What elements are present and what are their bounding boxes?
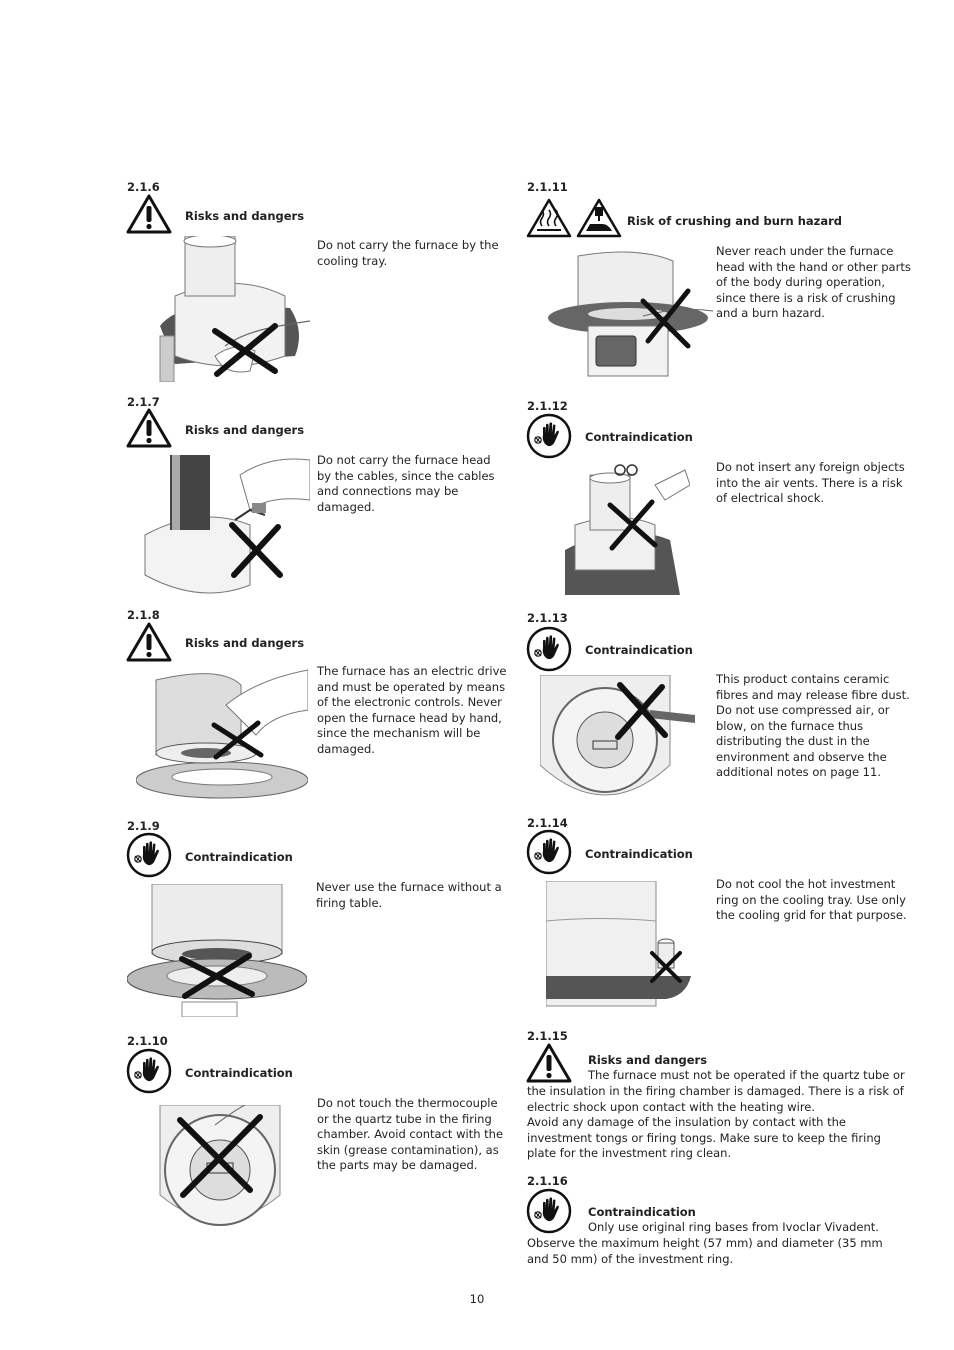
illustration-air-vents — [560, 460, 690, 595]
section-heading: Contraindication — [588, 1205, 696, 1219]
warning-triangle-icon — [126, 622, 172, 662]
section-text: This product contains ceramic fibres and may release fibre dust. Do not use compressed air, or blow, on the furnace thus distributing the dust in the environment and observe the additional notes on page 11. — [716, 672, 910, 779]
section-text-first-line: Only use original ring bases from Ivoclar Vivadent. — [588, 1220, 879, 1234]
section-text-first-line: The furnace must not be operated if the quartz tube or — [588, 1068, 905, 1082]
section-number: 2.1.9 — [127, 819, 160, 833]
section-text: Do not touch the thermocouple or the quartz tube in the firing chamber. Avoid contact with the skin (grease contamination), as the parts may be damaged. — [317, 1096, 504, 1172]
section-heading: Contraindication — [585, 643, 693, 657]
section-heading: Contraindication — [585, 847, 693, 861]
section-text: Observe the maximum height (57 mm) and diameter (35 mm and 50 mm) of the investment ring. — [527, 1236, 883, 1266]
hot-surface-icon — [526, 198, 572, 238]
section-heading: Risks and dangers — [185, 423, 305, 437]
illustration-quartz-tube — [155, 1105, 285, 1238]
stop-hand-icon — [526, 1188, 572, 1234]
section-number: 2.1.11 — [527, 180, 568, 194]
illustration-firing-table — [127, 884, 307, 1017]
section-text: Never reach under the furnace head with the hand or other parts of the body during operation, since there is a risk of crushing and a burn hazard. — [716, 244, 911, 320]
section-number: 2.1.16 — [527, 1174, 568, 1188]
stop-hand-icon — [526, 626, 572, 672]
section-text: Do not carry the furnace head by the cables, since the cables and connections may be damaged. — [317, 453, 495, 514]
section-number: 2.1.12 — [527, 399, 568, 413]
stop-hand-icon — [126, 832, 172, 878]
section-number: 2.1.13 — [527, 611, 568, 625]
stop-hand-icon — [526, 829, 572, 875]
section-number: 2.1.10 — [127, 1034, 168, 1048]
stop-hand-icon — [126, 1048, 172, 1094]
section-heading: Risks and dangers — [588, 1053, 708, 1067]
section-heading: Risks and dangers — [185, 209, 305, 223]
section-number: 2.1.14 — [527, 816, 568, 830]
illustration-cooling-investment-ring — [546, 881, 691, 1014]
warning-triangle-icon — [126, 408, 172, 448]
section-number: 2.1.7 — [127, 395, 160, 409]
section-number: 2.1.6 — [127, 180, 160, 194]
section-text: the insulation in the firing chamber is damaged. There is a risk of electric shock upon contact with the heating wire. — [527, 1084, 904, 1114]
section-text: Do not insert any foreign objects into the air vents. There is a risk of electrical shock. — [716, 460, 905, 505]
illustration-cables — [140, 455, 310, 600]
warning-triangle-icon — [126, 194, 172, 234]
section-heading: Contraindication — [185, 1066, 293, 1080]
stop-hand-icon — [526, 413, 572, 459]
warning-triangle-icon — [526, 1043, 572, 1083]
illustration-furnace-head — [136, 665, 308, 802]
section-text: The furnace has an electric drive and must be operated by means of the electronic controls. Never open the furnace head by hand, since the mechanism will be damaged. — [317, 664, 507, 756]
section-heading: Risks and dangers — [185, 636, 305, 650]
illustration-furnace-head-reach — [548, 246, 713, 381]
page-number: 10 — [469, 1292, 485, 1306]
section-heading: Contraindication — [585, 430, 693, 444]
illustration-cooling-tray — [155, 236, 310, 382]
section-number: 2.1.8 — [127, 608, 160, 622]
section-heading: Risk of crushing and burn hazard — [627, 214, 843, 228]
section-text: Do not cool the hot investment ring on the cooling tray. Use only the cooling grid for that purpose. — [716, 877, 907, 922]
section-heading: Contraindication — [185, 850, 293, 864]
section-number: 2.1.15 — [527, 1029, 568, 1043]
section-text: Never use the furnace without a firing table. — [316, 880, 502, 910]
section-text: Avoid any damage of the insulation by contact with the investment tongs or firing tongs. Make sure to keep the firing plate for the investment ring clean. — [527, 1115, 881, 1160]
crushing-hand-icon — [576, 198, 622, 238]
illustration-ceramic-fibres — [540, 675, 708, 805]
section-text: Do not carry the furnace by the cooling tray. — [317, 238, 499, 268]
